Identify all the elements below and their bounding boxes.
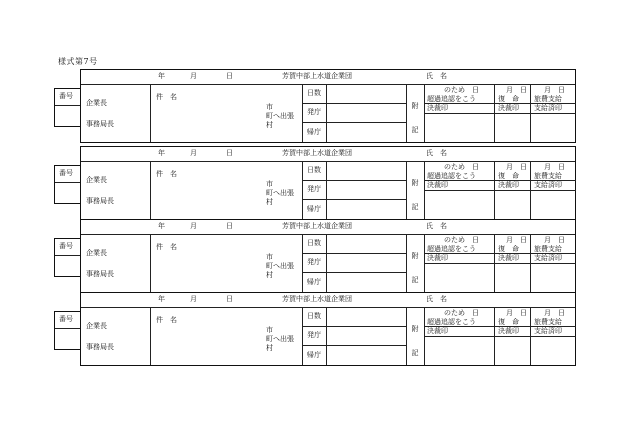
return-report-label: 復 命: [498, 245, 519, 253]
subject-label: 件 名: [156, 316, 177, 324]
header-month: 月: [190, 295, 197, 303]
trip-record-block: [54, 146, 576, 220]
trip-record-block: [54, 219, 576, 293]
form-title: 様式第7号: [58, 57, 98, 66]
travel-expense-label: 旅費支給: [534, 95, 562, 103]
office-head-label: 事務局長: [86, 270, 114, 278]
purpose-top-label: のため 日: [444, 163, 479, 171]
header-organization: 芳賀中部上水道企業団: [282, 149, 352, 157]
travel-expense-label: 旅費支給: [534, 318, 562, 326]
enterprise-head-label: 企業長: [86, 322, 107, 330]
header-organization: 芳賀中部上水道企業団: [282, 222, 352, 230]
header-year: 年: [158, 222, 165, 230]
destination-label: 市 町へ出張 村: [266, 253, 294, 279]
travel-expense-label: 旅費支給: [534, 172, 562, 180]
departure-label: 発庁: [307, 185, 321, 193]
number-label: 番号: [59, 315, 73, 323]
departure-label: 発庁: [307, 108, 321, 116]
return-date-label: 月 日: [506, 236, 527, 244]
office-head-label: 事務局長: [86, 120, 114, 128]
stamp-approval-label-2: 決裁印: [498, 181, 519, 189]
purpose-top-label: のため 日: [444, 236, 479, 244]
number-label: 番号: [59, 92, 73, 100]
header-month: 月: [190, 222, 197, 230]
purpose-bottom-label: 超過追認をこう: [427, 318, 476, 326]
header-organization: 芳賀中部上水道企業団: [282, 295, 352, 303]
header-name: 氏 名: [426, 72, 447, 80]
header-year: 年: [158, 72, 165, 80]
enterprise-head-label: 企業長: [86, 99, 107, 107]
attached-note-label: 附 記: [411, 252, 419, 284]
header-name: 氏 名: [426, 149, 447, 157]
days-label: 日数: [307, 239, 321, 247]
travel-expense-label: 旅費支給: [534, 245, 562, 253]
destination-label: 市 町へ出張 村: [266, 103, 294, 129]
header-day: 日: [226, 222, 233, 230]
header-day: 日: [226, 72, 233, 80]
stamp-paid-label: 支給済印: [534, 104, 562, 112]
stamp-approval-label-2: 決裁印: [498, 104, 519, 112]
trip-record-block: [54, 69, 576, 143]
stamp-approval-label-1: 決裁印: [427, 181, 448, 189]
subject-label: 件 名: [156, 170, 177, 178]
office-head-label: 事務局長: [86, 343, 114, 351]
enterprise-head-label: 企業長: [86, 249, 107, 257]
header-name: 氏 名: [426, 222, 447, 230]
trip-record-block: [54, 292, 576, 366]
attached-note-label: 附 記: [411, 102, 419, 134]
stamp-approval-label-2: 決裁印: [498, 254, 519, 262]
return-label: 帰庁: [307, 128, 321, 136]
return-report-label: 復 命: [498, 172, 519, 180]
header-month: 月: [190, 72, 197, 80]
stamp-approval-label-1: 決裁印: [427, 104, 448, 112]
purpose-top-label: のため 日: [444, 309, 479, 317]
stamp-paid-label: 支給済印: [534, 181, 562, 189]
office-head-label: 事務局長: [86, 197, 114, 205]
header-day: 日: [226, 149, 233, 157]
header-year: 年: [158, 149, 165, 157]
departure-label: 発庁: [307, 331, 321, 339]
subject-label: 件 名: [156, 243, 177, 251]
return-report-label: 復 命: [498, 95, 519, 103]
attached-note-label: 附 記: [411, 325, 419, 357]
return-label: 帰庁: [307, 205, 321, 213]
subject-label: 件 名: [156, 93, 177, 101]
travel-date-label: 月 日: [544, 86, 565, 94]
header-organization: 芳賀中部上水道企業団: [282, 72, 352, 80]
stamp-approval-label-2: 決裁印: [498, 327, 519, 335]
attached-note-label: 附 記: [411, 179, 419, 211]
stamp-paid-label: 支給済印: [534, 254, 562, 262]
departure-label: 発庁: [307, 258, 321, 266]
days-label: 日数: [307, 312, 321, 320]
header-year: 年: [158, 295, 165, 303]
return-label: 帰庁: [307, 351, 321, 359]
number-label: 番号: [59, 169, 73, 177]
return-label: 帰庁: [307, 278, 321, 286]
enterprise-head-label: 企業長: [86, 176, 107, 184]
return-date-label: 月 日: [506, 163, 527, 171]
return-date-label: 月 日: [506, 86, 527, 94]
purpose-bottom-label: 超過追認をこう: [427, 95, 476, 103]
header-day: 日: [226, 295, 233, 303]
header-month: 月: [190, 149, 197, 157]
purpose-top-label: のため 日: [444, 86, 479, 94]
purpose-bottom-label: 超過追認をこう: [427, 245, 476, 253]
return-report-label: 復 命: [498, 318, 519, 326]
travel-date-label: 月 日: [544, 309, 565, 317]
header-name: 氏 名: [426, 295, 447, 303]
stamp-approval-label-1: 決裁印: [427, 254, 448, 262]
purpose-bottom-label: 超過追認をこう: [427, 172, 476, 180]
number-label: 番号: [59, 242, 73, 250]
days-label: 日数: [307, 166, 321, 174]
stamp-approval-label-1: 決裁印: [427, 327, 448, 335]
destination-label: 市 町へ出張 村: [266, 180, 294, 206]
return-date-label: 月 日: [506, 309, 527, 317]
destination-label: 市 町へ出張 村: [266, 326, 294, 352]
stamp-paid-label: 支給済印: [534, 327, 562, 335]
days-label: 日数: [307, 89, 321, 97]
travel-date-label: 月 日: [544, 163, 565, 171]
travel-date-label: 月 日: [544, 236, 565, 244]
